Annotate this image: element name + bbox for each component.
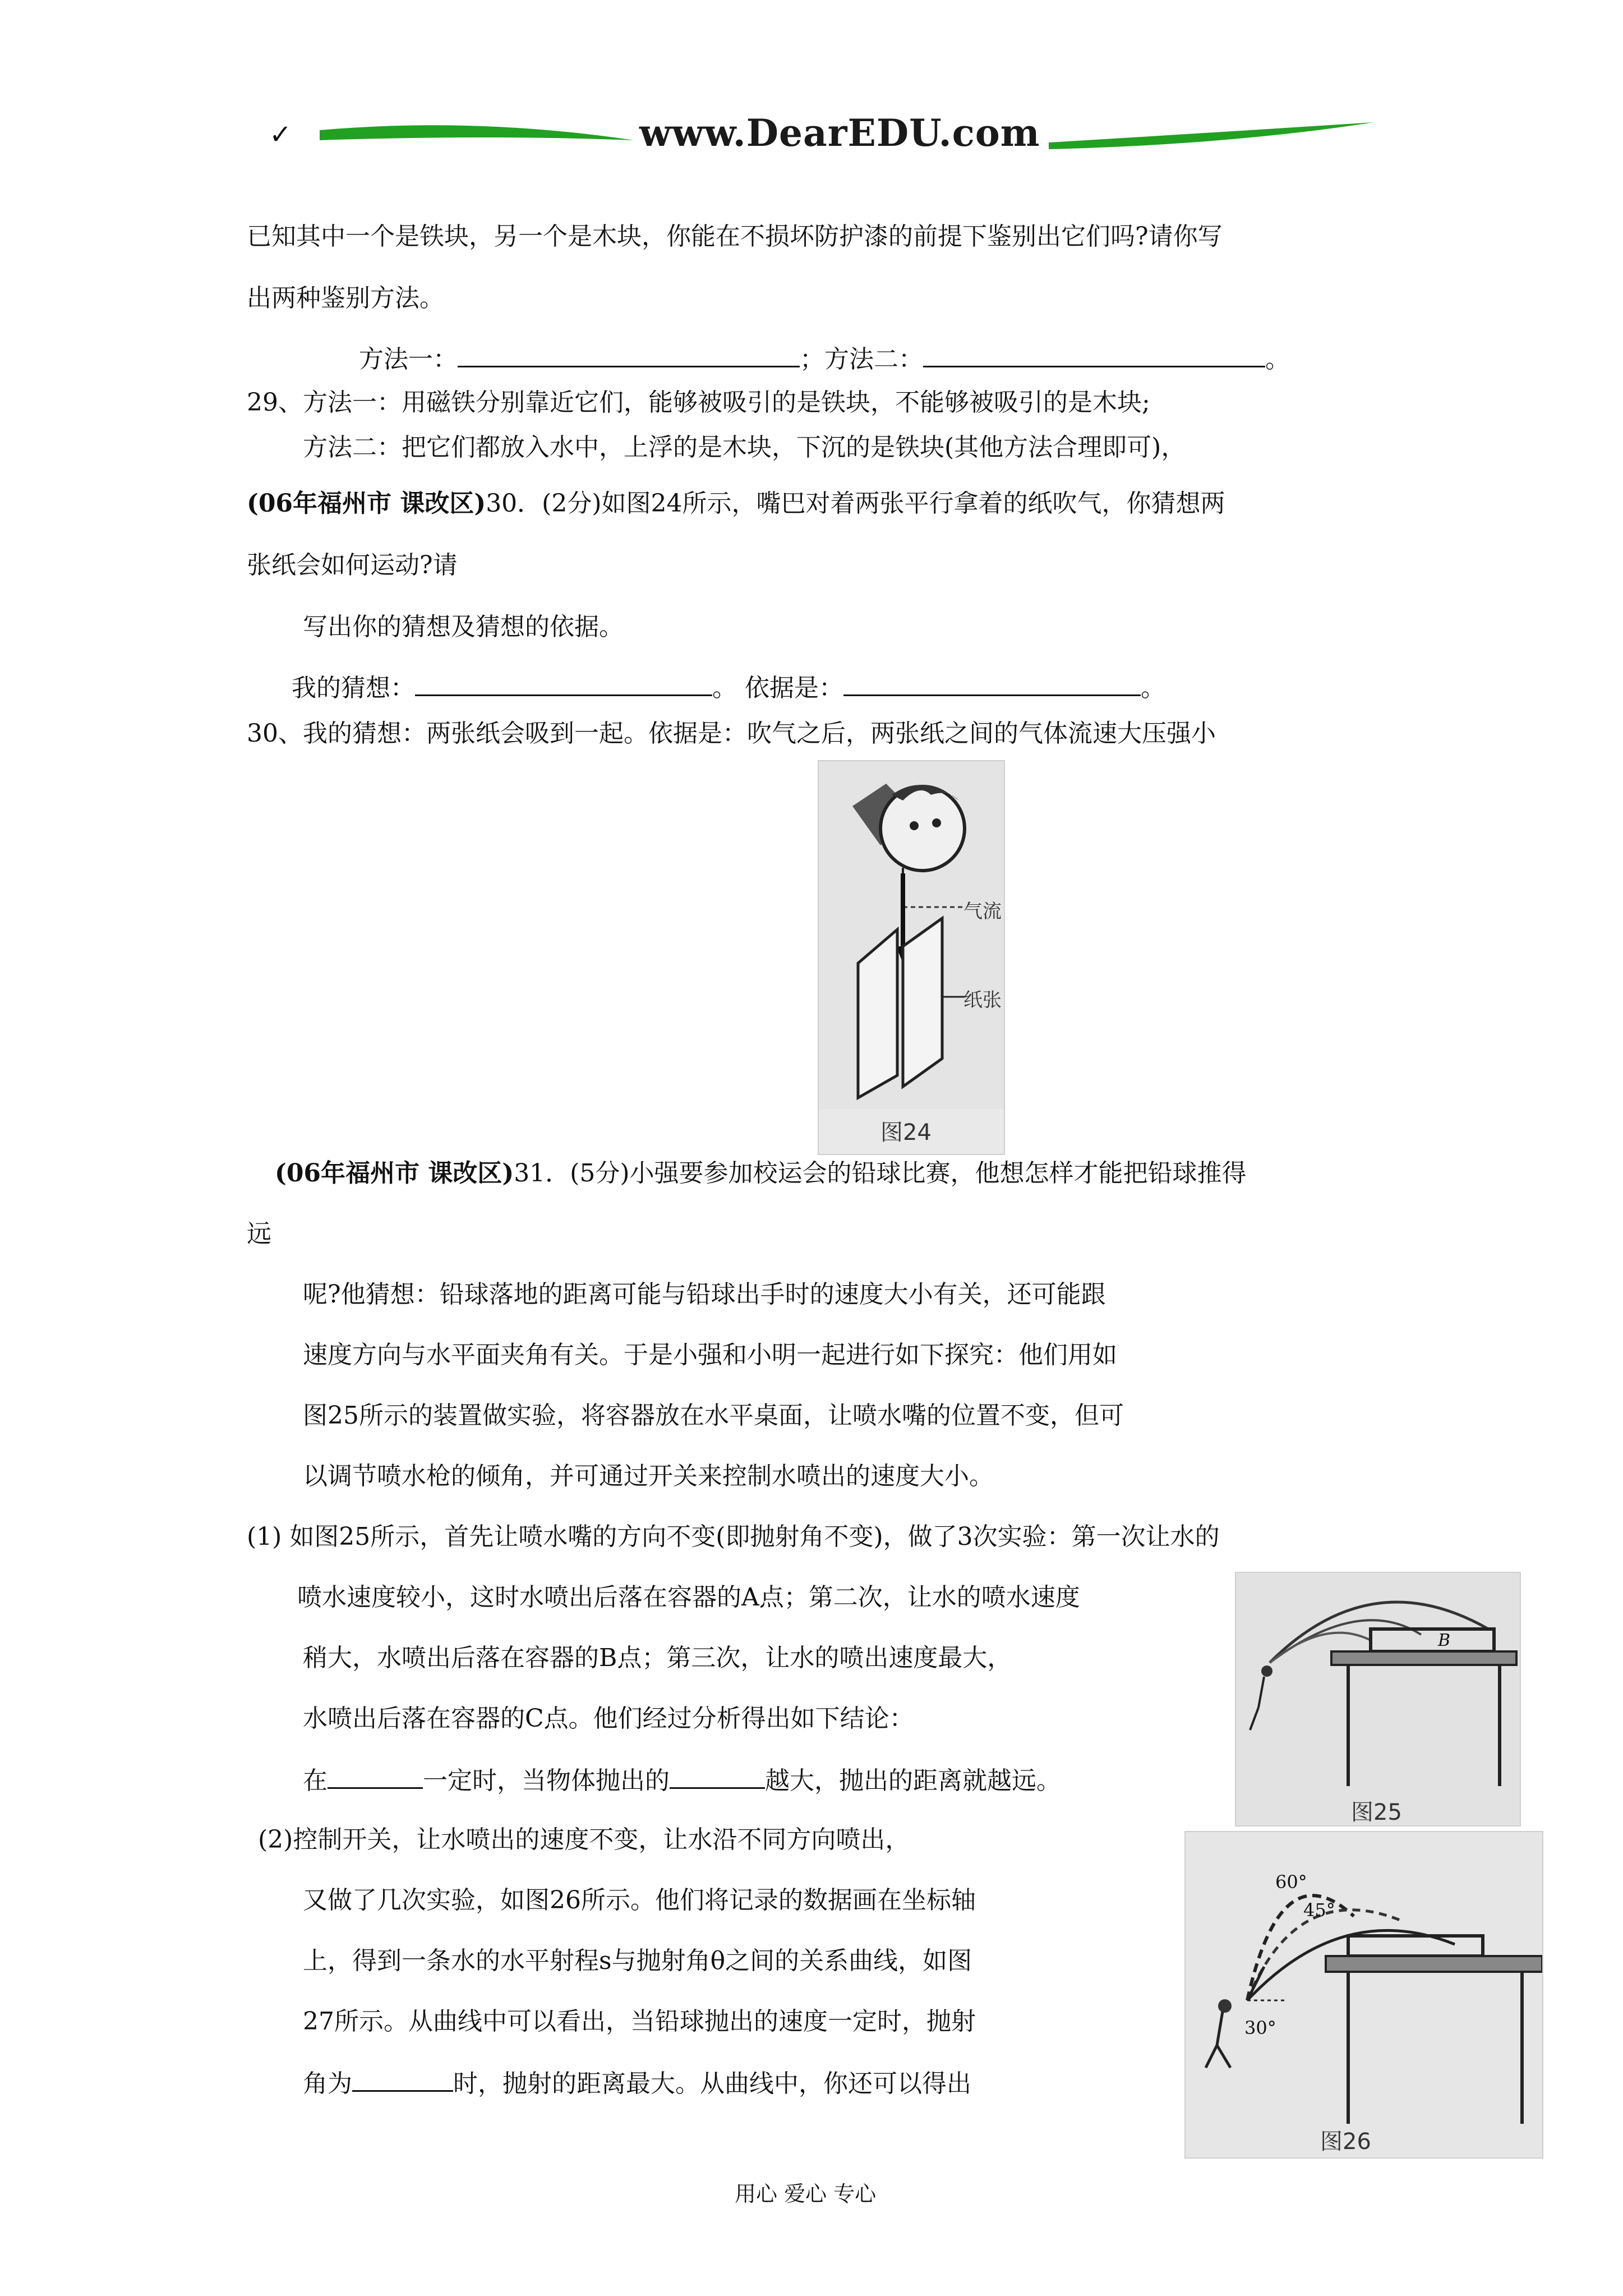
figure-26-angle-60: 60° — [1275, 1871, 1307, 1893]
figure-24-illustration — [819, 761, 1004, 1109]
figure-26-angle-45: 45° — [1303, 1899, 1335, 1921]
answer-29-line-1: 29、方法一：用磁铁分别靠近它们，能够被吸引的是铁块，不能够被吸引的是木块; — [247, 388, 1150, 417]
question-31-line-6: 以调节喷水枪的倾角，并可通过开关来控制水喷出的速度大小。 — [303, 1462, 994, 1490]
figure-24-caption: 图24 — [880, 1120, 932, 1145]
question-31-part-1-line-1: (1) 如图25所示，首先让喷水嘴的方向不变(即抛射角不变)，做了3次实验：第一次让水的 — [247, 1522, 1220, 1551]
figure-26-angle-30: 30° — [1244, 2017, 1276, 2039]
question-31-part-1-line-2: 喷水速度较小，这时水喷出后落在容器的A点；第二次，让水的喷水速度 — [297, 1583, 1080, 1612]
question-30-line-2: 张纸会如何运动?请 — [247, 551, 458, 579]
green-swoosh-right — [1049, 118, 1374, 157]
guess-blank-line: 我的猜想： 。 依据是： 。 — [292, 670, 1165, 705]
figure-25-illustration — [1236, 1573, 1520, 1825]
figure-26-illustration — [1186, 1832, 1542, 2157]
angle-blank[interactable] — [352, 2065, 453, 2092]
method-one-label: 方法一： — [359, 345, 458, 374]
answer-29-line-2: 方法二：把它们都放入水中，上浮的是木块，下沉的是铁块(其他方法合理即可)， — [303, 433, 1186, 462]
conclusion-blank-1[interactable] — [328, 1763, 423, 1789]
site-logo: www.DearEDU.com — [639, 111, 1040, 155]
figure-24 — [818, 760, 1005, 1155]
question-31-line-4: 速度方向与水平面夹角有关。于是小强和小明一起进行如下探究：他们用如 — [303, 1341, 1117, 1369]
question-31-part-2-line-4: 27所示。从曲线中可以看出，当铅球抛出的速度一定时，抛射 — [303, 2007, 976, 2036]
question-30-line-3: 写出你的猜想及猜想的依据。 — [303, 613, 624, 641]
question-31-part-2-line-1: (2)控制开关，让水喷出的速度不变，让水沿不同方向喷出， — [258, 1825, 910, 1854]
figure-26 — [1184, 1831, 1543, 2159]
question-31-source: (06年福州市 课改区) — [275, 1159, 514, 1188]
question-31-part-2-line-3: 上，得到一条水的水平射程s与抛射角θ之间的关系曲线，如图 — [303, 1947, 972, 1975]
figure-24-airflow-label: 气流 — [963, 900, 1002, 923]
figure-26-caption: 图26 — [1320, 2129, 1371, 2155]
green-swoosh-left — [320, 118, 634, 157]
figure-24-paper-label: 纸张 — [963, 989, 1002, 1011]
question-31-part-1-line-3: 稍大，水喷出后落在容器的B点；第三次，让水的喷出速度最大， — [303, 1644, 1012, 1672]
text-line-1: 已知其中一个是铁块，另一个是木块，你能在不损坏防护漆的前提下鉴别出它们吗?请你写 — [247, 222, 1223, 251]
question-31-part-2-line-2: 又做了几次实验，如图26所示。他们将记录的数据画在坐标轴 — [303, 1886, 976, 1915]
question-31-part-2-line-5: 角为 时，抛射的距离最大。从曲线中，你还可以得出 — [303, 2065, 971, 2101]
header-banner — [0, 107, 1623, 174]
question-31-line-1: (06年福州市 课改区)31．(5分)小强要参加校运会的铅球比赛，他想怎样才能把铅球推得 — [275, 1159, 1247, 1188]
question-31-line-2: 远 — [247, 1220, 271, 1248]
guess-blank[interactable] — [415, 670, 712, 696]
question-31-line-3: 呢?他猜想：铅球落地的距离可能与铅球出手时的速度大小有关，还可能跟 — [303, 1280, 1106, 1309]
answer-30-line: 30、我的猜想：两张纸会吸到一起。依据是：吹气之后，两张纸之间的气体流速大压强小 — [247, 719, 1216, 748]
question-31-part-1-line-4: 水喷出后落在容器的C点。他们经过分析得出如下结论： — [303, 1704, 914, 1733]
question-31-part-1-blank-line: 在 一定时，当物体抛出的 越大，抛出的距离就越远。 — [303, 1763, 1061, 1798]
figure-25-caption: 图25 — [1351, 1800, 1402, 1825]
conclusion-blank-2[interactable] — [670, 1763, 765, 1789]
question-30-source: (06年福州市 课改区) — [247, 489, 486, 518]
methods-blank-line: 方法一： ；方法二： 。 — [359, 341, 1290, 376]
page-footer: 用心 爱心 专心 — [735, 2182, 877, 2206]
question-31-line-5: 图25所示的装置做实验，将容器放在水平桌面，让喷水嘴的位置不变，但可 — [303, 1401, 1124, 1430]
figure-25 — [1235, 1572, 1521, 1826]
method-one-blank[interactable] — [458, 341, 800, 367]
question-30-line-1: (06年福州市 课改区)30．(2分)如图24所示，嘴巴对着两张平行拿着的纸吹气，你猜想两 — [247, 489, 1225, 518]
basis-blank[interactable] — [843, 670, 1141, 696]
method-two-label: ；方法二： — [800, 345, 923, 374]
checkmark-icon: ✓ — [269, 119, 292, 150]
method-two-blank[interactable] — [923, 341, 1265, 367]
figure-25-point-b: B — [1438, 1631, 1451, 1650]
text-line-2: 出两种鉴别方法。 — [247, 284, 444, 312]
